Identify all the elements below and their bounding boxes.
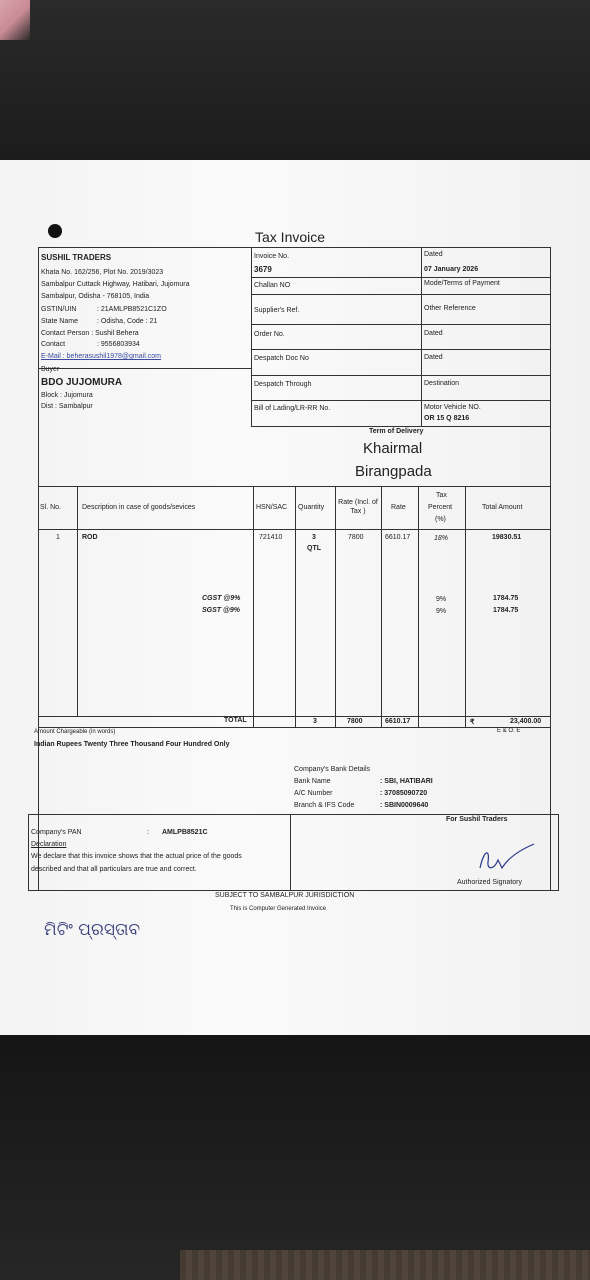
rule bbox=[290, 814, 291, 890]
rule bbox=[381, 486, 382, 727]
col-header-sl: Sl. No. bbox=[40, 504, 62, 511]
background-bottom bbox=[0, 1035, 590, 1280]
contact-value: : 9556803934 bbox=[97, 341, 140, 348]
col-header-hsn: HSN/SAC bbox=[256, 504, 288, 511]
authorized-signatory: Authorized Signatory bbox=[457, 879, 522, 886]
row-sl: 1 bbox=[56, 534, 60, 541]
rule bbox=[28, 814, 29, 890]
buyer-dist: Dist : Sambalpur bbox=[41, 403, 93, 410]
total-rate: 6610.17 bbox=[385, 718, 411, 725]
computer-generated: This is Computer Generated Invoice bbox=[230, 906, 327, 912]
supplier-ref-label: Supplier's Ref. bbox=[254, 307, 300, 314]
sgst-label: SGST @9% bbox=[202, 607, 240, 614]
amount-words: Indian Rupees Twenty Three Thousand Four Hundred Only bbox=[34, 741, 230, 748]
col-header-qty: Quantity bbox=[298, 504, 325, 511]
rule bbox=[335, 486, 336, 727]
total-label: TOTAL bbox=[224, 717, 247, 724]
seller-address-1: Khata No. 162/256, Plot No. 2019/3023 bbox=[41, 269, 164, 276]
col-header-amount: Total Amount bbox=[482, 504, 523, 511]
contact-label: Contact bbox=[41, 341, 66, 348]
terms-line-1: Khairmal bbox=[363, 440, 423, 457]
gstin-label: GSTIN/UIN bbox=[41, 306, 77, 313]
despatch-doc-label: Despatch Doc No bbox=[254, 355, 309, 362]
invoice-no-value: 3679 bbox=[254, 265, 272, 274]
punch-hole bbox=[48, 224, 62, 238]
invoice-no-label: Invoice No. bbox=[254, 253, 290, 260]
rule bbox=[38, 529, 550, 530]
rule bbox=[38, 247, 39, 890]
bank-ac-value: : 37085090720 bbox=[380, 790, 428, 797]
rule bbox=[38, 486, 550, 487]
rule bbox=[251, 277, 421, 278]
rule bbox=[28, 890, 559, 891]
rule bbox=[253, 486, 254, 727]
state-value: : Odisha, Code : 21 bbox=[97, 318, 158, 325]
pan-value: AMLPB8521C bbox=[162, 829, 208, 836]
col-header-desc: Description in case of goods/sevices bbox=[82, 504, 196, 511]
row-hsn: 721410 bbox=[259, 534, 283, 541]
sgst-amount: 1784.75 bbox=[493, 607, 519, 614]
buyer-name: BDO JUJOMURA bbox=[41, 377, 123, 388]
cgst-amount: 1784.75 bbox=[493, 595, 519, 602]
dated-value: 07 January 2026 bbox=[424, 266, 479, 273]
rule bbox=[251, 426, 421, 427]
pan-label: Company's PAN bbox=[31, 829, 82, 836]
state-label: State Name bbox=[41, 318, 78, 325]
rule bbox=[77, 486, 78, 716]
bank-heading: Company's Bank Details bbox=[294, 766, 371, 773]
rule bbox=[295, 486, 296, 727]
despatch-dated-label: Dated bbox=[424, 354, 443, 361]
jurisdiction: SUBJECT TO SAMBALPUR JURISDICTION bbox=[215, 892, 355, 899]
rule bbox=[550, 247, 551, 890]
dated-label: Dated bbox=[424, 251, 443, 258]
rule bbox=[418, 486, 419, 727]
rule bbox=[558, 814, 559, 890]
mode-label: Mode/Terms of Payment bbox=[424, 280, 500, 287]
col-header-rate: Rate bbox=[391, 504, 406, 511]
seller-address-2: Sambalpur Cuttack Highway, Hatibari, Jujomura bbox=[41, 281, 190, 288]
rule bbox=[251, 375, 550, 376]
terms-line-2: Birangpada bbox=[355, 463, 432, 480]
rule bbox=[251, 349, 550, 350]
for-company: For Sushil Traders bbox=[446, 816, 508, 823]
pan-colon: : bbox=[147, 829, 149, 836]
rule bbox=[251, 324, 550, 325]
invoice-title: Tax Invoice bbox=[255, 229, 326, 245]
rule bbox=[251, 400, 550, 401]
row-amount: 19830.51 bbox=[492, 534, 522, 541]
cgst-pct: 9% bbox=[436, 596, 447, 603]
contact-person: Contact Person : Sushil Behera bbox=[41, 330, 139, 337]
col-header-tax-2: Percent bbox=[428, 504, 453, 511]
total-rate-incl: 7800 bbox=[347, 718, 363, 725]
cgst-label: CGST @9% bbox=[202, 595, 241, 602]
rule bbox=[38, 368, 251, 369]
bank-ifsc-value: : SBIN0009640 bbox=[380, 802, 429, 809]
background-floor bbox=[180, 1250, 590, 1280]
challan-label: Challan NO bbox=[254, 282, 291, 289]
row-rate: 6610.17 bbox=[385, 534, 411, 541]
handwritten-note: ମିଟିଂ ପ୍ରସ୍ତାବ bbox=[44, 920, 141, 940]
rule bbox=[28, 814, 559, 815]
row-qty: 3 bbox=[312, 534, 316, 541]
declaration-line-2: described and that all particulars are true and correct. bbox=[31, 866, 197, 873]
signature bbox=[472, 840, 542, 880]
buyer-label: Buyer bbox=[41, 366, 60, 373]
total-amount: 23,400.00 bbox=[510, 718, 542, 725]
rule bbox=[465, 486, 466, 727]
terms-label: Term of Delivery bbox=[369, 428, 424, 435]
row-qty-unit: QTL bbox=[307, 545, 321, 552]
bank-ifsc-label: Branch & IFS Code bbox=[294, 802, 355, 809]
row-rate-incl: 7800 bbox=[348, 534, 364, 541]
rule bbox=[38, 727, 550, 728]
rule bbox=[38, 247, 550, 248]
total-qty: 3 bbox=[313, 718, 317, 725]
amount-words-label: Amount Chargeable (in words) bbox=[34, 729, 116, 735]
col-header-tax-3: (%) bbox=[435, 516, 446, 523]
bank-ac-label: A/C Number bbox=[294, 790, 333, 797]
bill-lading-label: Bill of Lading/LR-RR No. bbox=[254, 405, 331, 412]
motor-vehicle-value: OR 15 Q 8216 bbox=[424, 415, 470, 422]
other-ref-label: Other Reference bbox=[424, 305, 476, 312]
col-header-rate-incl: Rate (Incl. of Tax ) bbox=[338, 499, 378, 515]
despatch-through-label: Despatch Through bbox=[254, 381, 312, 388]
background-top bbox=[0, 0, 590, 160]
seller-address-3: Sambalpur, Odisha - 768105, India bbox=[41, 293, 150, 300]
rule bbox=[251, 294, 550, 295]
eoe: E & O. E bbox=[497, 728, 521, 734]
order-dated-label: Dated bbox=[424, 330, 443, 337]
seller-email[interactable]: E-Mail : beherasushil1978@gmail.com bbox=[41, 353, 161, 360]
gstin-value: : 21AMLPB8521C1ZO bbox=[97, 306, 167, 313]
order-no-label: Order No. bbox=[254, 331, 285, 338]
rule bbox=[421, 426, 550, 427]
row-tax: 18% bbox=[434, 535, 449, 542]
buyer-block: Block : Jujomura bbox=[41, 392, 93, 399]
motor-vehicle-label: Motor Vehicle NO. bbox=[424, 404, 481, 411]
row-desc: ROD bbox=[82, 534, 98, 541]
declaration-line-1: We declare that this invoice shows that the actual price of the goods bbox=[31, 853, 242, 860]
sgst-pct: 9% bbox=[436, 608, 447, 615]
currency-symbol: ₹ bbox=[470, 719, 475, 726]
bank-name-label: Bank Name bbox=[294, 778, 331, 785]
bank-name-value: : SBI, HATIBARI bbox=[380, 778, 433, 785]
invoice-paper bbox=[0, 160, 590, 1035]
col-header-tax-1: Tax bbox=[436, 492, 447, 499]
background-corner bbox=[0, 0, 30, 40]
seller-name: SUSHIL TRADERS bbox=[41, 253, 112, 262]
declaration-label: Declaration bbox=[31, 841, 67, 848]
rule bbox=[38, 716, 550, 717]
rule bbox=[421, 277, 550, 278]
destination-label: Destination bbox=[424, 380, 460, 387]
